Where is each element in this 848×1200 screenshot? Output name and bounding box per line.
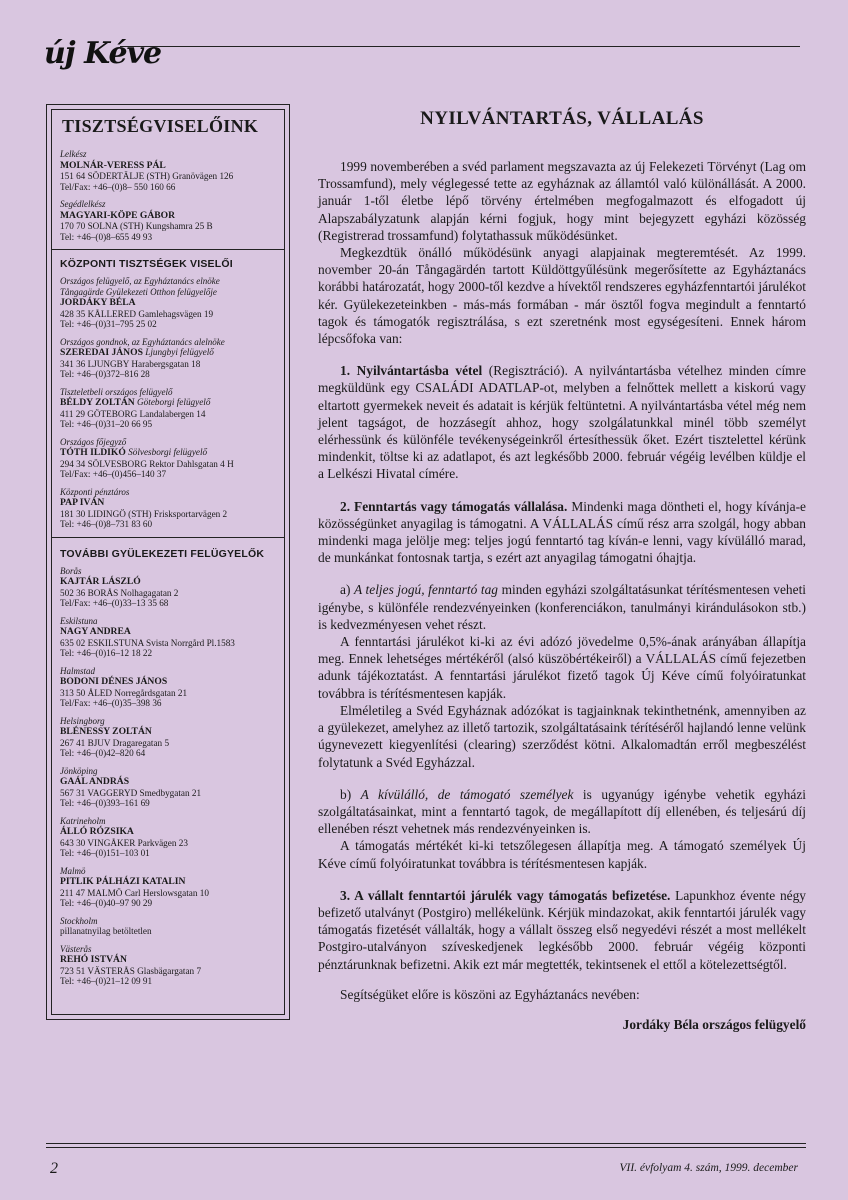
option-b: [318, 786, 806, 838]
official-name-line: [60, 776, 280, 788]
section-3-text: Lapunkhoz évente négy befizető utalványt (Postgiro) mellékelünk. Kérjük mindazokat, akik fenntartói járulék vagy támogatás fizetését vállalták, hogy a vállalt összeg első negyedévi részét a most mellékelt Postgiro-utalványon szíveskedjenek legkésőbb 2000. február végéig központi pénztárunknak befizetni. Akik ezt már megtették, tekintsenek el ettől a kötelezettségtől.: [318, 887, 806, 972]
page-number: 2: [50, 1160, 58, 1177]
official-role: Malmö: [60, 865, 86, 876]
official-address-line: 181 30 LIDINGÖ (STH) Frisksportarvägen 2: [60, 508, 228, 519]
official-name-line: [60, 954, 280, 966]
official-address-line: 294 34 SÖLVESBORG Rektor Dahlsgatan 4 H: [60, 458, 234, 469]
official-role: Halmstad: [60, 665, 96, 676]
official-name-suffix: Göteborgi felügyelő: [137, 397, 211, 407]
official-name-line: [60, 876, 280, 888]
official-address-line: 211 47 MALMÖ Carl Herslowsgatan 10: [60, 887, 209, 898]
official-name: PITLIK PÁLHÁZI KATALIN: [60, 876, 186, 887]
official-address-line: 313 50 ÅLED Norregårdsgatan 21: [60, 687, 188, 698]
section-2-text: Mindenki maga döntheti el, hogy kívánja-e közösségünket anyagilag is támogatni. A VÁLLALÁS című rész arra szolgál, hogy abban mindenki maga jelölje meg: teljes jogú fenntartó tag kíván-e lenni, vagy kívülálló marad, de munkánkat fontosnak tartja, s ezért azt anyagilag támogatni óhajtja.: [318, 498, 806, 566]
option-a-prefix: a): [340, 582, 355, 598]
official-address-line: 428 35 KÅLLERED Gamlehagsvägen 19: [60, 308, 214, 319]
official-address-line: pillanatnyilag betöltetlen: [60, 926, 152, 936]
official-entry: [60, 437, 280, 480]
official-name: BÉLDY ZOLTÁN: [60, 397, 135, 408]
header-rule: [120, 46, 800, 47]
official-role: Országos felügyelő, az Egyháztanács elnöke: [60, 276, 220, 286]
official-name-line: [60, 726, 280, 738]
section-divider: [52, 249, 284, 250]
official-name: NAGY ANDREA: [60, 626, 131, 637]
option-a-text: minden egyházi szolgáltatásunkat térítésmentesen veheti igénybe, s különféle rendezvényeinken (konferenciákon, tanulmányi kirándulásokon stb.) is kedvezményesen vehet részt.: [318, 582, 807, 632]
main-article: [318, 104, 806, 1033]
official-address-line: Tel: +46–(0)8–731 83 60: [60, 519, 153, 529]
option-b-prefix: b): [340, 786, 361, 802]
official-role: Országos főjegyző: [60, 436, 127, 447]
other-supervisors: [52, 566, 284, 987]
other-supervisors-heading: TOVÁBBI GYÜLEKEZETI FELÜGYELŐK: [60, 547, 265, 560]
official-name: GAÁL ANDRÁS: [60, 776, 130, 787]
official-entry: [60, 616, 280, 659]
official-name-line: [60, 576, 280, 588]
official-address-line: 170 70 SOLNA (STH) Kungshamra 25 B: [60, 221, 213, 231]
official-address-line: 411 29 GÖTEBORG Landalabergen 14: [60, 408, 206, 419]
official-role: Lelkész: [60, 149, 87, 159]
official-role: Országos gondnok, az Egyháztanács alelnöke: [60, 336, 225, 347]
section-2-heading: 2. Fenntartás vagy támogatás vállalása.: [340, 498, 568, 514]
option-b-heading: A kívülálló, de támogató személyek: [360, 786, 574, 802]
official-entry: [60, 566, 280, 609]
thanks-line: Segítségüket előre is köszöni az Egyháztanács nevében:: [340, 986, 640, 1002]
official-name: KAJTÁR LÁSZLÓ: [60, 576, 141, 587]
article-title: NYILVÁNTARTÁS, VÁLLALÁS: [420, 108, 704, 129]
article-paragraph: 1999 novemberében a svéd parlament megszavazta az új Felekezeti Törvényt (Lag om Trossamfund), mely véglegessé tette az egyháznak az államtól való különállását. A 2000. január 1-től életbe lépő törvény értelmében megfogalmazott és elfogadott új Alapszabályzatunk alapján kérni fogjuk, hogy mint bejegyzett egyházi közösség (Registrerad trossamfund) folytathassuk működésünket.: [318, 159, 806, 243]
official-name-line: [60, 397, 280, 409]
official-name: MAGYARI-KÖPE GÁBOR: [60, 209, 176, 221]
official-role: Tångagärde Gyülekezeti Otthon felügyelője: [60, 286, 217, 297]
official-address-line: Tel: +46–(0)31–20 66 95: [60, 419, 153, 429]
option-a: [318, 581, 806, 633]
official-role: Helsingborg: [60, 715, 105, 726]
official-role: Borås: [60, 565, 82, 576]
official-entry: [60, 487, 280, 530]
top-officials: [52, 149, 284, 242]
official-name: ÁLLÓ RÓZSIKA: [60, 826, 134, 837]
official-address-line: 151 64 SÖDERTÄLJE (STH) Granövägen 126: [60, 171, 234, 181]
official-entry: [60, 666, 280, 709]
official-name-line: [60, 676, 280, 688]
official-entry: [60, 387, 280, 430]
official-address-line: Tel/Fax: +46–(0)33–13 35 68: [60, 598, 169, 608]
section-1: [318, 362, 806, 482]
official-address-line: Tel: +46–(0)42–820 64: [60, 748, 146, 758]
official-name: MOLNÁR-VERESS PÁL: [60, 159, 166, 171]
official-address-line: Tel: +46–(0)31–795 25 02: [60, 319, 157, 329]
section-3-heading: 3. A vállalt fenntartói járulék vagy támogatás befizetése.: [340, 887, 671, 903]
official-entry: [60, 716, 280, 759]
footer-rule: [46, 1143, 806, 1148]
official-address-line: Tel: +46–(0)16–12 18 22: [60, 648, 153, 658]
official-address-line: Tel/Fax: +46–(0)8– 550 160 66: [60, 181, 176, 192]
official-name-line: [60, 447, 280, 459]
official-address-line: Tel: +46–(0)40–97 90 29: [60, 898, 153, 908]
officials-sidebar-inner: [51, 109, 285, 1015]
official-name: JORDÁKY BÉLA: [60, 297, 136, 308]
official-address-line: 267 41 BJUV Dragaregatan 5: [60, 737, 170, 748]
official-address-line: Tel/Fax: +46–(0)35–398 36: [60, 698, 162, 708]
officials-sidebar: [46, 104, 290, 1020]
article-paragraph: A fenntartási járulékot ki-ki az évi adózó jövedelme 0,5%-ának arányában állapítja meg. Ennek lehetséges mértékéről (alsó küszöbértékeiről) a VÁLLALÁS című fejezetben adunk tájékoztatást. A fenntartási járulékot fizető tagok Új Kéve című folyóiratunkat továbbra is térítésmentesen kapják.: [318, 634, 806, 701]
official-entry: [60, 866, 280, 909]
official-name-suffix: Sölvesborgi felügyelő: [128, 447, 208, 457]
article-paragraph: Megkezdtük önálló működésünk anyagi alapjainak megteremtését. Az 1999. november 20-án Tångagärdén tartott Küldöttgyűlésünk megerősítette az Egyháztanács korábbi határozatát, hogy 2000-től kezdve a hívektől rendszeres egyházfenntartói járulékot kér. Gyülekezeteinkben - más-más formában - már ösztől fogva megindult a fenntartó tagok és támogatók regisztrálása, s ezt szeretnénk most egységesíteni. Ennek három lépcsőfoka van:: [318, 245, 806, 347]
central-officials-heading: KÖZPONTI TISZTSÉGEK VISELŐI: [60, 258, 233, 270]
official-name-line: [60, 347, 280, 359]
official-name-line: [60, 626, 280, 638]
official-role: Västerås: [60, 943, 92, 954]
magazine-logo: új Kéve: [44, 36, 162, 71]
official-entry: [60, 766, 280, 809]
official-entry: [60, 337, 280, 380]
official-entry: [60, 944, 280, 987]
section-1-text: (Regisztráció). A nyilvántartásba vételhez minden címre megküldünk egy CSALÁDI ADATLAP-ot, melyben a felnőttek mellett a kiskorú vagy eltartott gyermekek neveit és adatait is kérjük feltüntetni. A nyilvántartásba vétel még nem jelent tagságot, de hozzásegít ahhoz, hogy szolgálatunkkal minél több személyt elérhessünk és különféle tevékenységeinkről értesíthessük őket. Ezért tisztelettel kérünk mindenkit, töltse ki az adatlapot, és azt legkésőbb 2000. február végéig levélben küldje el a Lelkészi Hivatal címére.: [318, 363, 806, 482]
official-role: Jönköping: [60, 765, 98, 776]
official-entry: [60, 276, 280, 330]
official-name: REHÓ ISTVÁN: [60, 954, 127, 965]
option-a-heading: A teljes jogú, fenntartó tag: [354, 582, 498, 598]
official-address-line: Tel: +46–(0)372–816 28: [60, 369, 150, 379]
official-entry: [60, 816, 280, 859]
central-officials: [52, 276, 284, 530]
official-address-line: Tel: +46–(0)21–12 09 91: [60, 976, 153, 986]
issue-info: VII. évfolyam 4. szám, 1999. december: [619, 1162, 798, 1174]
section-1-heading: 1. Nyilvántartásba vétel: [340, 363, 483, 379]
official-address-line: 341 36 LJUNGBY Harabergsgatan 18: [60, 358, 201, 369]
official-name: BLÉNESSY ZOLTÁN: [60, 726, 152, 737]
official-name-line: [60, 160, 280, 172]
official-name: PAP IVÁN: [60, 497, 105, 508]
official-address-line: Tel: +46–(0)151–103 01: [60, 848, 150, 858]
official-address-line: 635 02 ESKILSTUNA Svista Norrgård Pl.1583: [60, 637, 235, 648]
article-paragraph: Elméletileg a Svéd Egyháznak adózókat is tagjainknak tekinthetnénk, amennyiben az a gyülekezet, amelyhez az illető tartozik, szolgáltatásaink térítéséről hajlandó lenne velünk úgynevezett kiegyenlítési (clearing) szerződést kötni. Alkalomadtán erről megbeszélést folytatunk a Svéd Egyházzal.: [318, 702, 806, 770]
official-role: Stockholm: [60, 915, 98, 926]
official-address-line: 723 51 VÄSTERÅS Glasbägargatan 7: [60, 965, 202, 976]
official-name-line: [60, 297, 280, 309]
article-paragraph: A támogatás mértékét ki-ki tetszőlegesen állapítja meg. A támogató személyek Új Kéve című folyóiratunkat továbbra is térítésmentesen kapják.: [318, 838, 806, 871]
section-3: [318, 887, 806, 973]
official-name: SZEREDAI JÁNOS: [60, 347, 143, 358]
official-role: Katrineholm: [60, 815, 106, 826]
signature: Jordáky Béla országos felügyelő: [622, 1016, 806, 1032]
official-role: Eskilstuna: [60, 615, 98, 626]
official-entry: [60, 199, 280, 242]
official-name: BODONI DÉNES JÁNOS: [60, 676, 168, 687]
sidebar-title: TISZTSÉGVISELŐINK: [62, 116, 259, 136]
official-name-line: [60, 826, 280, 838]
official-name-suffix: Ljungbyi felügyelő: [145, 347, 214, 357]
option-b-text: is ugyanúgy igénybe vehetik egyházi szolgáltatásainkat, mint a fenntartó tagok, de megállapított díj ellenében, és teljesárú díj ellenében részt vehetnek más rendezvényeinken is.: [318, 786, 806, 837]
official-name-line: [60, 210, 280, 222]
official-role: Tiszteletbeli országos felügyelő: [60, 386, 173, 397]
official-address-line: Tel/Fax: +46–(0)456–140 37: [60, 469, 167, 479]
official-name-line: [60, 497, 280, 509]
official-entry: [60, 916, 280, 937]
section-divider: [52, 537, 284, 538]
section-2: [318, 498, 806, 567]
official-address-line: Tel: +46–(0)8–655 49 93: [60, 231, 153, 242]
official-name: TÓTH ILDIKÓ: [60, 447, 126, 458]
official-address-line: 643 30 VINGÅKER Parkvägen 23: [60, 837, 188, 848]
official-address-line: Tel: +46–(0)393–161 69: [60, 798, 150, 808]
official-role: Segédlelkész: [60, 199, 106, 209]
official-address-line: 567 31 VAGGERYD Smedbygatan 21: [60, 787, 202, 798]
official-address-line: 502 36 BORÅS Nolhagagatan 2: [60, 587, 179, 598]
official-entry: [60, 149, 280, 192]
official-role: Központi pénztáros: [60, 486, 130, 497]
